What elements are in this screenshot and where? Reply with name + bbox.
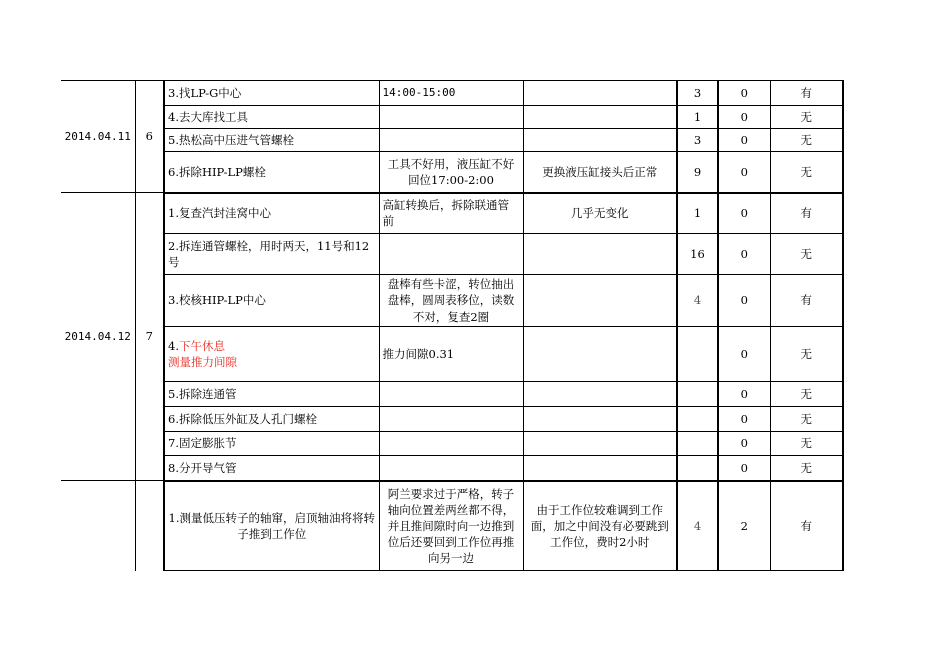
task-cell[interactable]: 6.拆除HIP-LP螺栓 [164, 152, 379, 193]
flag-cell[interactable]: 无 [770, 407, 843, 432]
task-red-line2: 测量推力间隙 [168, 355, 237, 369]
task-cell[interactable]: 5.热松高中压进气管螺栓 [164, 129, 379, 152]
hours-cell[interactable]: 1 [677, 106, 718, 129]
hours-cell[interactable] [677, 327, 718, 382]
note-cell[interactable] [379, 456, 523, 481]
day-cell: 7 [135, 193, 164, 481]
date-cell [61, 481, 135, 571]
hours-cell[interactable]: 3 [677, 129, 718, 152]
count-cell[interactable]: 0 [718, 129, 770, 152]
table-row [61, 152, 843, 193]
task-cell[interactable]: 7.固定膨胀节 [164, 432, 379, 456]
hours-cell[interactable] [677, 456, 718, 481]
remark-cell[interactable]: 由于工作位较难调到工作面，加之中间没有必要跳到工作位，费时2小时 [523, 481, 677, 571]
hours-cell[interactable]: 16 [677, 234, 718, 275]
note-cell[interactable]: 高缸转换后，拆除联通管前 [379, 193, 523, 234]
note-cell[interactable] [379, 407, 523, 432]
flag-cell[interactable]: 无 [770, 382, 843, 407]
task-cell[interactable]: 8.分开导气管 [164, 456, 379, 481]
task-cell[interactable]: 3.找LP-G中心 [164, 81, 379, 106]
hours-cell[interactable] [677, 382, 718, 407]
table-row [61, 129, 843, 152]
note-cell[interactable]: 推力间隙0.31 [379, 327, 523, 382]
count-cell[interactable]: 0 [718, 456, 770, 481]
task-red-line1: 下午休息 [178, 338, 225, 353]
remark-cell[interactable] [523, 275, 677, 327]
flag-cell[interactable]: 无 [770, 456, 843, 481]
count-cell[interactable]: 0 [718, 152, 770, 193]
count-cell[interactable]: 0 [718, 106, 770, 129]
table-row [61, 234, 843, 275]
hours-cell[interactable] [677, 407, 718, 432]
task-cell[interactable]: 1.测量低压转子的轴窜，启顶轴油将将转子推到工作位 [164, 481, 379, 571]
flag-cell[interactable]: 无 [770, 432, 843, 456]
flag-cell[interactable]: 无 [770, 129, 843, 152]
day-cell [135, 481, 164, 571]
hours-cell[interactable]: 3 [677, 81, 718, 106]
remark-cell[interactable] [523, 81, 677, 106]
remark-cell[interactable] [523, 432, 677, 456]
flag-cell[interactable]: 有 [770, 481, 843, 571]
work-log-table [61, 80, 844, 571]
remark-cell[interactable] [523, 456, 677, 481]
note-cell[interactable]: 14:00-15:00 [379, 81, 523, 106]
day-cell: 6 [135, 81, 164, 193]
note-cell[interactable]: 盘棒有些卡涩，转位抽出盘棒，圆周表移位，读数不对，复查2圈 [379, 275, 523, 327]
spreadsheet [61, 80, 844, 571]
remark-cell[interactable] [523, 382, 677, 407]
table-row [61, 456, 843, 481]
count-cell[interactable]: 0 [718, 327, 770, 382]
task-number: 4. [168, 338, 179, 353]
date-cell: 2014.04.11 [61, 81, 135, 193]
hours-cell[interactable] [677, 432, 718, 456]
remark-cell[interactable] [523, 129, 677, 152]
remark-cell[interactable]: 几乎无变化 [523, 193, 677, 234]
flag-cell[interactable]: 无 [770, 152, 843, 193]
remark-cell[interactable] [523, 234, 677, 275]
hours-cell[interactable]: 9 [677, 152, 718, 193]
task-cell[interactable]: 1.复查汽封洼窝中心 [164, 193, 379, 234]
task-cell[interactable]: 4.去大库找工具 [164, 106, 379, 129]
count-cell[interactable]: 0 [718, 275, 770, 327]
flag-cell[interactable]: 有 [770, 275, 843, 327]
note-cell[interactable]: 工具不好用，液压缸不好回位17:00-2:00 [379, 152, 523, 193]
remark-cell[interactable]: 更换液压缸接头后正常 [523, 152, 677, 193]
table-row [61, 275, 843, 327]
date-cell: 2014.04.12 [61, 193, 135, 481]
table-row [61, 193, 843, 234]
hours-cell[interactable]: 4 [677, 275, 718, 327]
flag-cell[interactable]: 无 [770, 234, 843, 275]
count-cell[interactable]: 0 [718, 432, 770, 456]
flag-cell[interactable]: 无 [770, 327, 843, 382]
task-cell[interactable]: 2.拆连通管螺栓，用时两天，11号和12号 [164, 234, 379, 275]
table-row [61, 407, 843, 432]
task-cell[interactable] [164, 327, 379, 382]
count-cell[interactable]: 0 [718, 81, 770, 106]
task-cell[interactable]: 3.校核HIP-LP中心 [164, 275, 379, 327]
task-cell[interactable]: 6.拆除低压外缸及人孔门螺栓 [164, 407, 379, 432]
table-row [61, 432, 843, 456]
note-cell[interactable] [379, 129, 523, 152]
table-row [61, 327, 843, 382]
flag-cell[interactable]: 有 [770, 193, 843, 234]
note-cell[interactable] [379, 106, 523, 129]
note-cell[interactable] [379, 382, 523, 407]
flag-cell[interactable]: 无 [770, 106, 843, 129]
count-cell[interactable]: 2 [718, 481, 770, 571]
remark-cell[interactable] [523, 106, 677, 129]
flag-cell[interactable]: 有 [770, 81, 843, 106]
table-row [61, 81, 843, 106]
note-cell[interactable] [379, 234, 523, 275]
remark-cell[interactable] [523, 327, 677, 382]
table-row [61, 481, 843, 571]
task-cell[interactable]: 5.拆除连通管 [164, 382, 379, 407]
table-row [61, 382, 843, 407]
hours-cell[interactable]: 1 [677, 193, 718, 234]
hours-cell[interactable]: 4 [677, 481, 718, 571]
count-cell[interactable]: 0 [718, 234, 770, 275]
note-cell[interactable] [379, 432, 523, 456]
count-cell[interactable]: 0 [718, 407, 770, 432]
note-cell[interactable]: 阿兰要求过于严格，转子轴向位置差两丝都不得，并且推间隙时向一边推到位后还要回到工作位再推向另一边 [379, 481, 523, 571]
count-cell[interactable]: 0 [718, 193, 770, 234]
remark-cell[interactable] [523, 407, 677, 432]
table-row [61, 106, 843, 129]
count-cell[interactable]: 0 [718, 382, 770, 407]
